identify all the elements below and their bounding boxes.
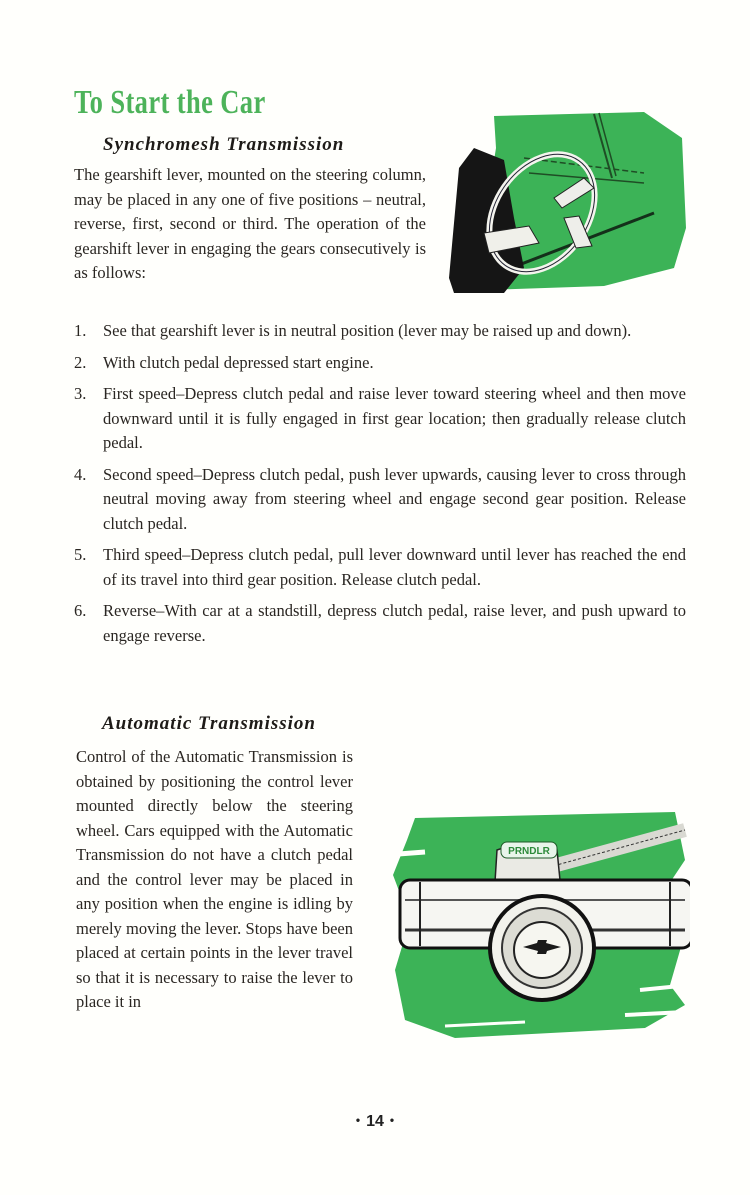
step-number: 4.	[74, 464, 87, 484]
steering-hub-illustration	[385, 800, 690, 1045]
synchromesh-intro: The gearshift lever, mounted on the steering column, may be placed in any one of five positions – neutral, reverse, first, second or third. The operation of the gearshift lever in engaging the gears consecutively is as follows:	[74, 165, 426, 282]
step-number: 3.	[74, 384, 87, 403]
step-text: Third speed–Depress clutch pedal, pull lever downward until lever has reached the end of its travel into third gear position. Release clutch pedal.	[103, 545, 686, 589]
automatic-text: Control of the Automatic Transmission is obtained by positioning the control lever mounted directly below the steering wheel. Cars equipped with the Automatic Transmission do not have a clutch pedal and the control lever may be placed in any position when the engine is idling by merely moving the lever. Stops have been placed at certain points in the lever travel so that it is necessary to raise the lever to place it in	[76, 747, 353, 1011]
automatic-heading: Automatic Transmission	[102, 713, 316, 734]
quadrant-label: PRNDLR	[508, 846, 550, 857]
synchromesh-steps-list	[74, 319, 686, 655]
step-text: See that gearshift lever is in neutral position (lever may be raised up and down).	[103, 321, 632, 340]
step-item	[74, 319, 686, 344]
page-number: • 14 •	[355, 1113, 395, 1130]
page-number-value: 14	[366, 1113, 384, 1130]
hand-on-steering-wheel-icon	[444, 108, 694, 293]
page-title: To Start the Car	[74, 84, 266, 121]
synchromesh-heading: Synchromesh Transmission	[103, 134, 345, 155]
step-number: 6.	[74, 601, 87, 620]
step-text: With clutch pedal depressed start engine.	[103, 352, 374, 372]
step-number: 2.	[74, 352, 87, 372]
step-number: 1.	[74, 321, 87, 340]
step-item	[74, 351, 686, 376]
steering-wheel-illustration	[444, 108, 694, 293]
step-text: First speed–Depress clutch pedal and raise lever toward steering wheel and then move downward until it is fully engaged in first gear location; then gradually release clutch pedal.	[103, 384, 686, 452]
step-item	[74, 543, 686, 592]
step-number: 5.	[74, 545, 87, 564]
step-item	[74, 599, 686, 648]
step-text: Reverse–With car at a standstill, depress clutch pedal, raise lever, and push upward to engage reverse.	[103, 601, 686, 645]
step-item	[74, 463, 686, 537]
step-text: Second speed–Depress clutch pedal, push lever upwards, causing lever to cross through neutral moving away from steering wheel and engage second gear position. Release clutch pedal.	[103, 464, 686, 533]
steering-hub-shift-quadrant-icon	[385, 800, 690, 1045]
step-item	[74, 382, 686, 456]
